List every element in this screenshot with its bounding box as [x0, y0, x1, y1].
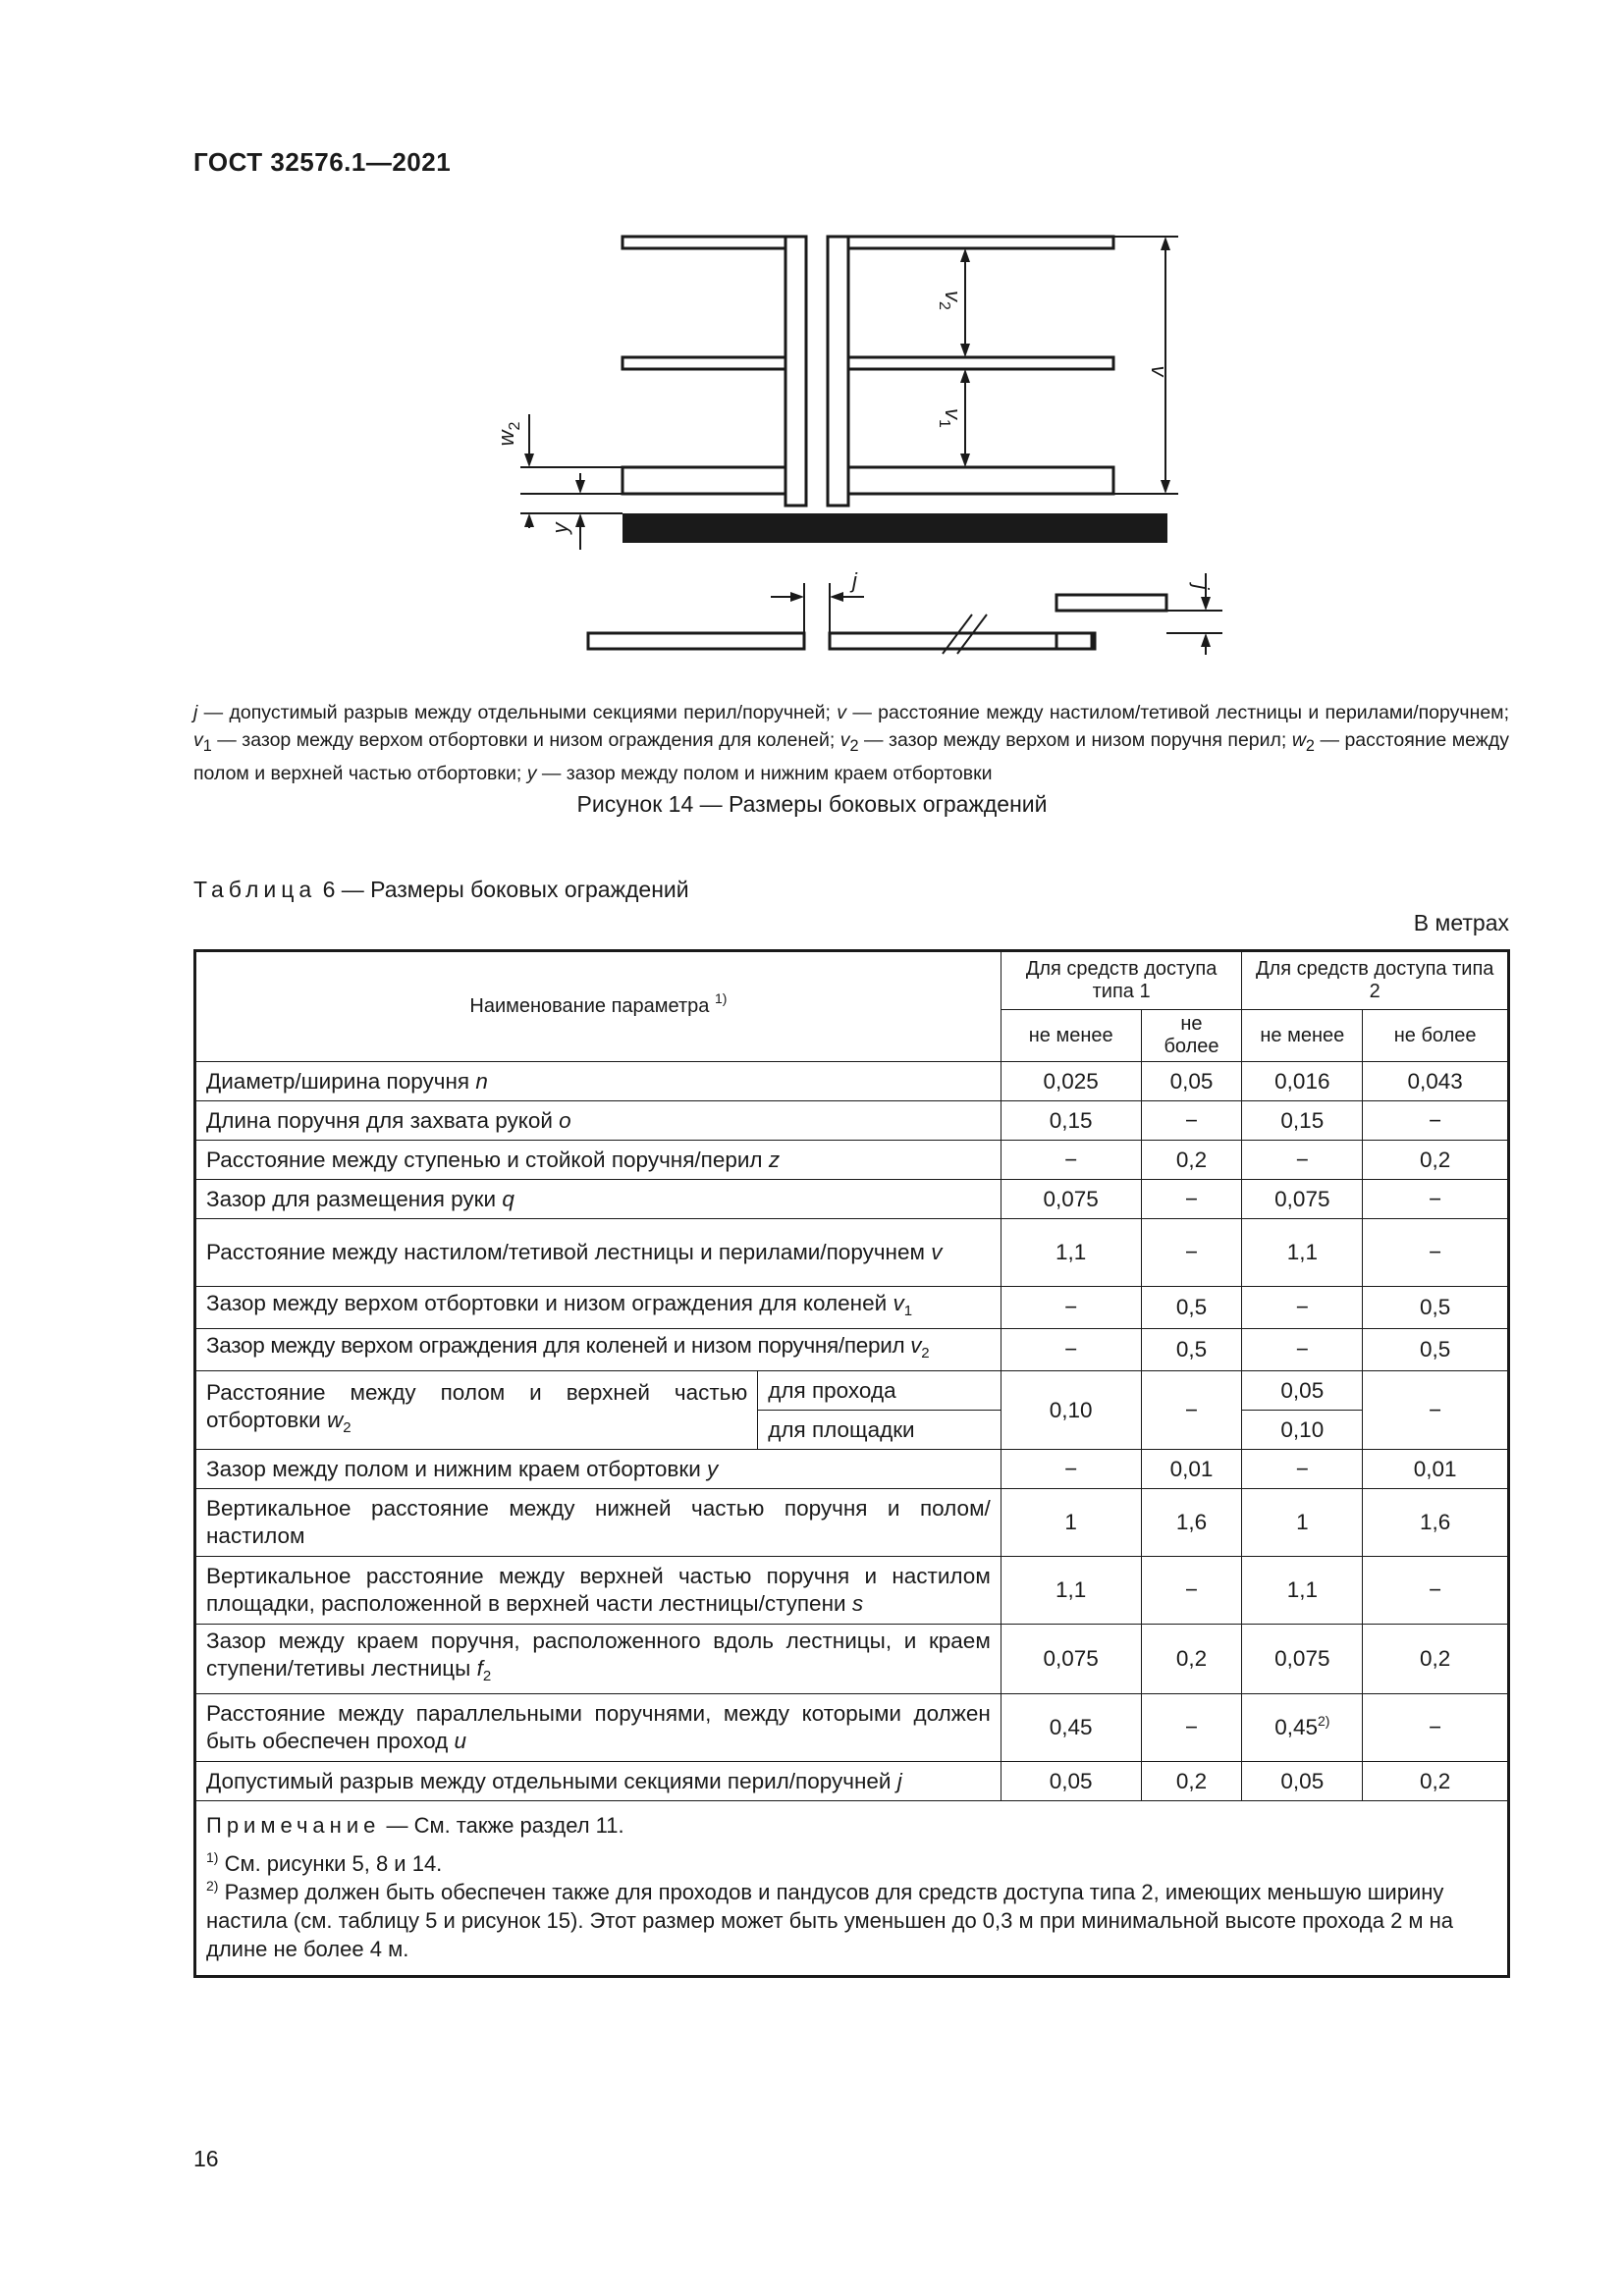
table-cell: 1,6 — [1363, 1489, 1509, 1557]
table-row — [195, 1450, 1509, 1489]
table-cell — [195, 1557, 1001, 1625]
table-cell: 0,15 — [1242, 1101, 1363, 1141]
label-w2-sub: 2 — [507, 421, 523, 431]
table-cell: 0,2 — [1363, 1762, 1509, 1801]
text: u — [454, 1729, 466, 1753]
table-cell: 0,075 — [1001, 1180, 1141, 1219]
table-cell: − — [1363, 1101, 1509, 1141]
text: Длина поручня для захвата рукой — [206, 1107, 560, 1133]
text: o — [559, 1107, 571, 1133]
table-notes — [195, 1801, 1509, 1977]
right-top-rail — [848, 237, 1113, 248]
table-cell: 0,15 — [1001, 1101, 1141, 1141]
table-cell: 0,05 — [1001, 1762, 1141, 1801]
table-cell — [195, 1287, 1001, 1329]
guard-dimensions-table — [193, 949, 1510, 1978]
left-toe-board — [623, 467, 785, 494]
table-cell: 1,1 — [1001, 1557, 1141, 1625]
table-row — [195, 1101, 1509, 1141]
header-min1: не менее — [1001, 1010, 1141, 1062]
text: — расстояние между полом и верхней частью отбортовки; — [193, 729, 1509, 784]
table-cell: − — [1242, 1450, 1363, 1489]
table-cell: 1,6 — [1141, 1489, 1242, 1557]
text: 1) — [206, 1849, 219, 1865]
text: 2) — [206, 1878, 219, 1894]
table-cell: − — [1001, 1450, 1141, 1489]
label-v1: v — [941, 408, 965, 420]
label-v: v — [1147, 365, 1171, 377]
text: 2 — [343, 1418, 352, 1436]
text: — зазор между верхом отбортовки и низом ограждения для коленей; — [211, 729, 840, 751]
text: 2) — [1318, 1713, 1330, 1729]
table-cell: 0,2 — [1141, 1625, 1242, 1694]
svg-text:v2 — [936, 291, 965, 310]
text: 0,45 — [1274, 1715, 1318, 1739]
text: v — [839, 729, 850, 751]
table-cell: 1,1 — [1242, 1557, 1363, 1625]
table-cell — [195, 1625, 1001, 1694]
table-cell: − — [1242, 1287, 1363, 1329]
text: 2 — [921, 1345, 930, 1362]
table-cell: − — [1141, 1219, 1242, 1287]
table-cell: 0,10 — [1242, 1411, 1363, 1450]
left-knee-rail — [623, 357, 785, 369]
header-min2: не менее — [1242, 1010, 1363, 1062]
table-cell: − — [1001, 1141, 1141, 1180]
text: — расстояние между настилом/тетивой лестницы и перилами/поручнем; — [846, 702, 1510, 723]
text: Зазор между верхом отбортовки и низом ограждения для коленей — [206, 1291, 893, 1315]
table-cell: − — [1363, 1371, 1509, 1450]
text: z — [768, 1147, 781, 1172]
text: v — [193, 729, 203, 751]
table-cell: − — [1001, 1329, 1141, 1371]
text: Размер должен быть обеспечен также для проходов и пандусов для средств доступа типа 2, имеющих меньшую ширину настила (см. таблицу 5 и рисунок 15). Этот размер может быть уменьшен до 0,3 м при минимальной высоте прохода 2 м на длине не более 4 м. — [206, 1880, 1454, 1961]
text: v — [910, 1333, 922, 1358]
table-cell — [195, 1371, 758, 1450]
text: Диаметр/ширина поручня — [206, 1068, 476, 1094]
text: — зазор между верхом и низом поручня перил; — [858, 729, 1292, 751]
table-row — [195, 1062, 1509, 1101]
label-w2: w — [494, 430, 518, 447]
text: Таблица — [193, 877, 317, 902]
text: Зазор между краем поручня, расположенного вдоль лестницы, и краем ступени/тетивы лестницы — [206, 1629, 991, 1681]
table-cell: 0,45 — [1001, 1694, 1141, 1762]
table-cell: 1,1 — [1001, 1219, 1141, 1287]
text: 6 — Размеры боковых ограждений — [316, 877, 689, 902]
svg-text:w2 — [494, 422, 523, 447]
header-max2: не более — [1363, 1010, 1509, 1062]
text: Вертикальное расстояние между нижней частью поручня и полом/настилом — [206, 1496, 991, 1548]
text: s — [851, 1591, 864, 1616]
text: v — [893, 1291, 904, 1315]
text: Расстояние между ступенью и стойкой поручня/перил — [206, 1147, 769, 1172]
table-row — [195, 1329, 1509, 1371]
table-cell: − — [1141, 1694, 1242, 1762]
table-cell — [195, 1694, 1001, 1762]
text: v — [931, 1240, 943, 1264]
table-cell: − — [1363, 1694, 1509, 1762]
text: n — [475, 1068, 488, 1094]
text: — допустимый разрыв между отдельными секциями перил/поручней; — [197, 702, 838, 723]
left-post — [785, 237, 806, 506]
text: См. рисунки 5, 8 и 14. — [218, 1851, 443, 1876]
table-cell: 0,10 — [1001, 1371, 1141, 1450]
right-knee-rail — [848, 357, 1113, 369]
table-cell — [195, 1329, 1001, 1371]
table-row — [195, 1762, 1509, 1801]
table-cell: 0,2 — [1363, 1141, 1509, 1180]
text: 2 — [1305, 736, 1315, 755]
table-row-w2-pass — [195, 1371, 1509, 1411]
label-j-gap: j — [852, 568, 857, 593]
text: 1 — [903, 1303, 913, 1319]
table-cell: 0,5 — [1141, 1287, 1242, 1329]
table-cell: − — [1141, 1557, 1242, 1625]
table-row — [195, 951, 1509, 1010]
text: — зазор между полом и нижним краем отбортовки — [536, 762, 993, 784]
text: y — [526, 762, 537, 784]
table-cell — [195, 1141, 1001, 1180]
table-cell: для площадки — [758, 1411, 1001, 1450]
table-cell: − — [1363, 1180, 1509, 1219]
header-type1: Для средств доступа типа 1 — [1001, 951, 1242, 1010]
table-cell: 0,2 — [1141, 1762, 1242, 1801]
table-row — [195, 1557, 1509, 1625]
text: 2 — [849, 736, 859, 755]
text: q — [502, 1186, 514, 1211]
text: Зазор между верхом ограждения для коленей и низом поручня/перил — [206, 1333, 911, 1358]
table-cell: 0,2 — [1141, 1141, 1242, 1180]
table-row — [195, 1219, 1509, 1287]
text: Примечание — [206, 1813, 381, 1838]
table-cell — [1242, 1694, 1363, 1762]
text: w — [1291, 729, 1306, 751]
table-row — [195, 1287, 1509, 1329]
left-top-rail — [623, 237, 785, 248]
table-cell: − — [1141, 1101, 1242, 1141]
text: Расстояние между настилом/тетивой лестницы и перилами/поручнем — [206, 1240, 932, 1264]
table-cell — [195, 1219, 1001, 1287]
table-cell: − — [1001, 1287, 1141, 1329]
text: 1) — [714, 990, 728, 1006]
text: y — [707, 1456, 719, 1481]
table-cell — [195, 1101, 1001, 1141]
table-cell: − — [1242, 1329, 1363, 1371]
side-guard-dimensions-figure — [0, 0, 1624, 687]
label-v2: v — [941, 291, 965, 302]
gap-rail-lower-right — [1056, 633, 1092, 649]
text: Расстояние между параллельными поручнями, между которыми должен быть обеспечен проход — [206, 1701, 991, 1753]
table-cell: − — [1363, 1219, 1509, 1287]
figure-caption: Рисунок 14 — Размеры боковых ограждений — [576, 791, 1048, 817]
table-cell: 1 — [1001, 1489, 1141, 1557]
table-cell: 0,075 — [1001, 1625, 1141, 1694]
figure-legend — [193, 699, 1509, 787]
table-units: В метрах — [1413, 910, 1509, 935]
table-cell: 1,1 — [1242, 1219, 1363, 1287]
table-cell: 0,075 — [1242, 1625, 1363, 1694]
table-cell: 1 — [1242, 1489, 1363, 1557]
right-post — [828, 237, 848, 506]
table-cell: 0,05 — [1141, 1062, 1242, 1101]
table-row — [195, 1141, 1509, 1180]
text: 2 — [482, 1668, 492, 1684]
table-cell — [195, 1489, 1001, 1557]
table-cell: 0,2 — [1363, 1625, 1509, 1694]
table-cell: − — [1141, 1371, 1242, 1450]
header-max1: не более — [1141, 1010, 1242, 1062]
table-cell: 0,5 — [1363, 1329, 1509, 1371]
table-cell — [195, 1180, 1001, 1219]
text: v — [837, 702, 847, 723]
table-cell: 0,05 — [1242, 1371, 1363, 1411]
text: 1 — [202, 736, 212, 755]
table-row — [195, 1489, 1509, 1557]
text: Вертикальное расстояние между верхней частью поручня и настилом площадки, расположенной в верхней части лестницы/ступени — [206, 1564, 991, 1616]
table-cell: 0,05 — [1242, 1762, 1363, 1801]
text: j — [896, 1768, 902, 1793]
text: Допустимый разрыв между отдельными секциями перил/поручней — [206, 1768, 897, 1793]
label-j-height: j — [1189, 584, 1214, 590]
table-cell: 0,5 — [1363, 1287, 1509, 1329]
text: Зазор для размещения руки — [206, 1186, 503, 1211]
table-cell: 0,025 — [1001, 1062, 1141, 1101]
table-row — [195, 1180, 1509, 1219]
page-number: 16 — [193, 2146, 219, 2171]
label-y: y — [548, 522, 572, 534]
table-cell: 0,5 — [1141, 1329, 1242, 1371]
label-v1-sub: 1 — [936, 419, 952, 428]
table-cell: 0,01 — [1363, 1450, 1509, 1489]
table-cell: − — [1141, 1180, 1242, 1219]
table-cell: для прохода — [758, 1371, 1001, 1411]
text: j — [193, 702, 198, 723]
gap-rail-upper-right — [1056, 595, 1166, 611]
text: w — [326, 1407, 344, 1432]
text: Наименование параметра — [469, 995, 710, 1017]
table-row — [195, 1694, 1509, 1762]
text: f — [476, 1656, 483, 1681]
right-toe-board — [848, 467, 1113, 494]
table-cell: 0,075 — [1242, 1180, 1363, 1219]
table-cell — [195, 1062, 1001, 1101]
table-cell: − — [1242, 1141, 1363, 1180]
table-cell — [195, 1762, 1001, 1801]
text: — См. также раздел 11. — [380, 1813, 624, 1838]
table-cell: 0,01 — [1141, 1450, 1242, 1489]
svg-text:v1 — [936, 408, 965, 428]
standard-code: ГОСТ 32576.1—2021 — [193, 147, 452, 177]
table-row — [195, 1625, 1509, 1694]
table-cell — [195, 1450, 1001, 1489]
floor-deck — [623, 513, 1167, 543]
table-cell: 0,043 — [1363, 1062, 1509, 1101]
text: Зазор между полом и нижним краем отбортовки — [206, 1456, 708, 1481]
gap-rail-left — [588, 633, 804, 649]
table-notes-row — [195, 1801, 1509, 1977]
table-caption — [193, 877, 689, 903]
text: Расстояние между полом и верхней частью отбортовки — [206, 1379, 748, 1432]
header-type2: Для средств доступа типа 2 — [1242, 951, 1509, 1010]
label-v2-sub: 2 — [936, 301, 952, 310]
table-cell: 0,016 — [1242, 1062, 1363, 1101]
header-param — [195, 951, 1001, 1062]
table-cell: − — [1363, 1557, 1509, 1625]
